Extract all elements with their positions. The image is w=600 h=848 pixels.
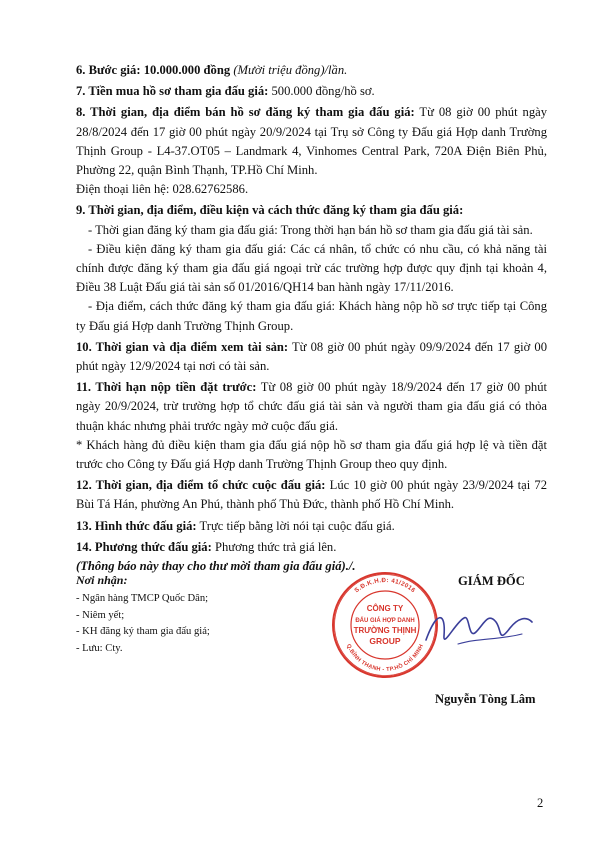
recipient-item: - Niêm yết;: [76, 609, 125, 621]
page-number: 2: [537, 796, 544, 810]
svg-text:Q.BÌNH THẠNH - TP.HỒ CHÍ MINH: Q.BÌNH THẠNH - TP.HỒ CHÍ MINH: [344, 643, 426, 674]
recipients: [76, 572, 316, 658]
footer-block: [76, 572, 547, 712]
recipient-item: - Lưu: Cty.: [76, 643, 123, 655]
item-10: 10. Thời gian và địa điểm xem tài sản: Từ 08 giờ 00 phút ngày 09/9/2024 đến 17 giờ 00 phút ngày 12/9/2024 tại nơi có tài sản.: [76, 339, 547, 374]
svg-text:GROUP: GROUP: [369, 636, 401, 646]
svg-text:TRƯỜNG THỊNH: TRƯỜNG THỊNH: [353, 626, 417, 635]
document-body: [76, 61, 547, 576]
item-6: 6. Bước giá: 10.000.000 đồng (Mười triệu đồng)/lần.: [76, 63, 348, 77]
signature-block: [326, 572, 547, 712]
recipient-item: - Ngân hàng TMCP Quốc Dân;: [76, 592, 209, 604]
item-11: 11. Thời hạn nộp tiền đặt trước: Từ 08 giờ 00 phút ngày 18/9/2024 đến 17 giờ 00 phút ngày 20/9/2024, trừ trường hợp tổ chức đấu giá tài sản và người tham gia đấu giá có thỏa thuận khác nhưng phải trước ngày mở cuộc đấu giá.: [76, 380, 547, 433]
closing-note: (Thông báo này thay cho thư mời tham gia đấu giá)./.: [76, 559, 356, 574]
item-13: 13. Hình thức đấu giá: Trực tiếp bằng lời nói tại cuộc đấu giá.: [76, 518, 395, 533]
recipients-header: Nơi nhận:: [76, 573, 128, 587]
phone-line: Điện thoại liên hệ: 028.62762586.: [76, 182, 249, 197]
item-7: 7. Tiền mua hồ sơ tham gia đấu giá: 500.000 đồng/hồ sơ.: [76, 84, 375, 99]
item-8: 8. Thời gian, địa điểm bán hồ sơ đăng ký tham gia đấu giá: Từ 08 giờ 00 phút ngày 28/8/2024 đến 17 giờ 00 phút ngày 20/9/2024 tại Trụ sở Công ty Đấu giá Hợp danh Trường Thịnh Group - L4-37.OT05 – Landmark 4, Vinhomes Central Park, 720A Điện Biên Phủ, Phường 22, quận Bình Thạnh, TP.Hồ Chí Minh.: [76, 105, 548, 178]
director-title: GIÁM ĐỐC: [458, 574, 525, 588]
item-12: 12. Thời gian, địa điểm tổ chức cuộc đấu giá: Lúc 10 giờ 00 phút ngày 23/9/2024 tại 72 Bùi Tá Hán, phường An Phú, thành phố Thủ Đức, thành phố Hồ Chí Minh.: [76, 478, 547, 512]
svg-text:CÔNG TY: CÔNG TY: [366, 604, 404, 613]
item-9: 9. Thời gian, địa điểm, điều kiện và cách thức đăng ký tham gia đấu giá:: [76, 203, 464, 218]
recipient-item: - KH đăng ký tham gia đấu giá;: [76, 626, 210, 638]
signer-name: Nguyễn Tòng Lâm: [435, 692, 536, 706]
svg-text:S.Đ.K.H.Đ: 41/2016: S.Đ.K.H.Đ: 41/2016: [353, 576, 417, 595]
svg-text:ĐẤU GIÁ HỢP DANH: ĐẤU GIÁ HỢP DANH: [355, 618, 415, 624]
item-9-conditions: - Điều kiện đăng ký tham gia đấu giá: Các cá nhân, tổ chức có nhu cầu, có khả năng tài chính được đăng ký tham gia đấu giá ngoại trừ các trường hợp được quy định tại khoản 4, Điều 38 Luật Đấu giá tài sản số 01/2016/QH14 ban hành ngày 17/11/2016.: [76, 241, 547, 295]
handwritten-signature: [418, 592, 538, 662]
deposit-note: * Khách hàng đủ điều kiện tham gia đấu giá nộp hồ sơ tham gia đấu giá hợp lệ và tiền đặt trước cho Công ty Đấu giá Hợp danh Trường Thịnh Group theo quy định.: [76, 437, 547, 472]
item-9-place: - Địa điểm, cách thức đăng ký tham gia đấu giá: Khách hàng nộp hồ sơ trực tiếp tại Công ty Đấu giá Hợp danh Trường Thịnh Group.: [76, 299, 547, 333]
item-14: 14. Phương thức đấu giá: Phương thức trả giá lên.: [76, 539, 337, 554]
item-9-time: - Thời gian đăng ký tham gia đấu giá: Trong thời hạn bán hồ sơ tham gia đấu giá tài sản.: [88, 222, 533, 237]
